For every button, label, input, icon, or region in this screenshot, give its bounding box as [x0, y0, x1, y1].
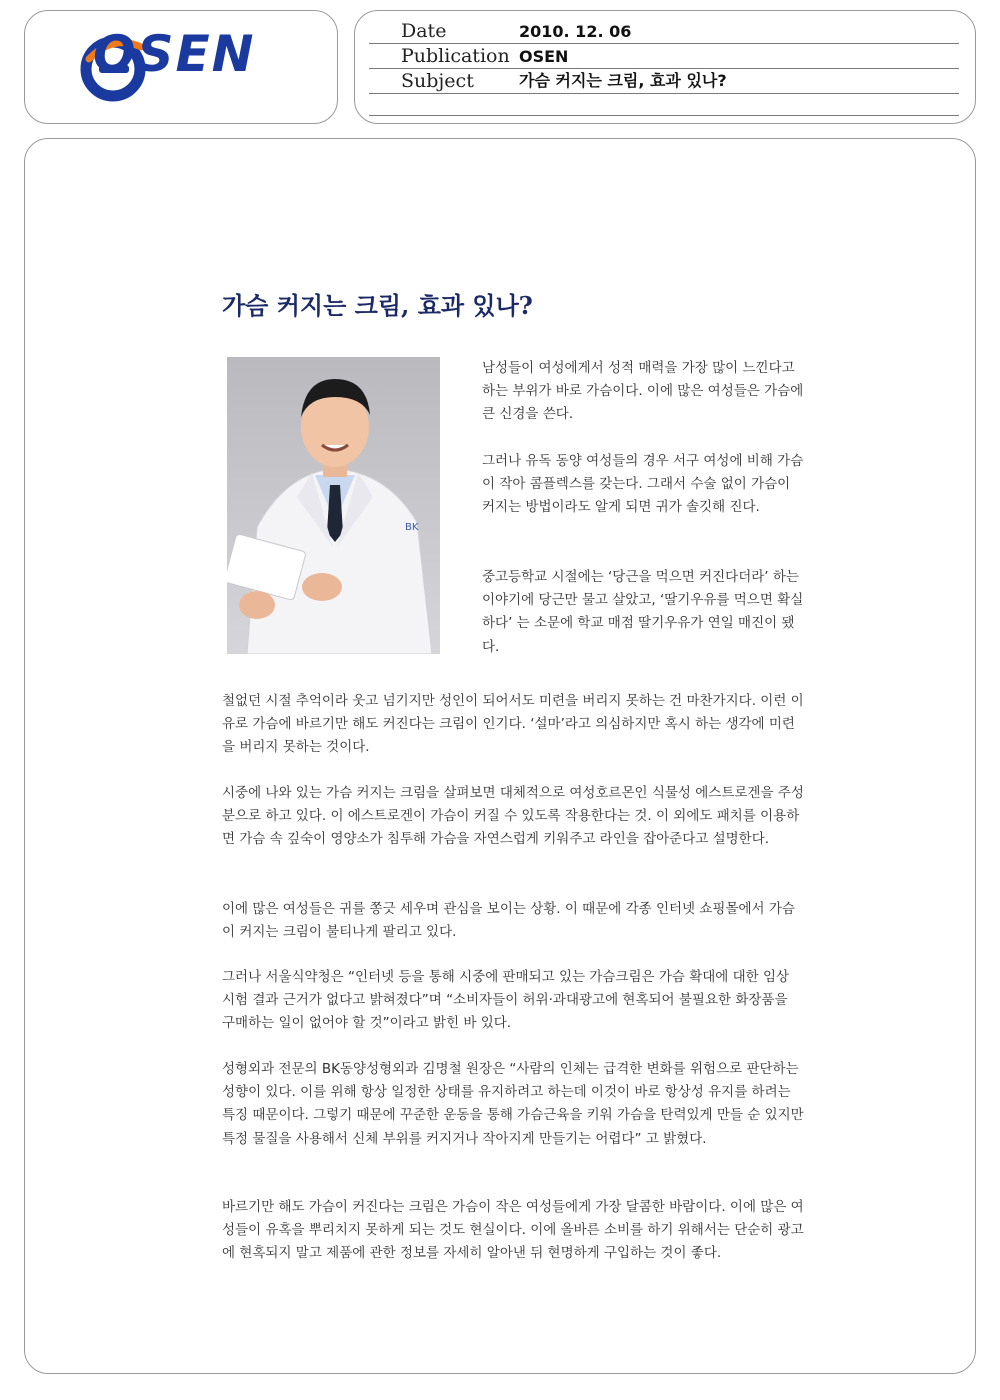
article-paragraph: 중고등학교 시절에는 ‘당근을 먹으면 커진다더라’ 하는 이야기에 당근만 물고 살았고, ‘딸기우유를 먹으면 확실하다’ 는 소문에 학교 매점 딸기우유가 연일 매진이 됐다.: [482, 569, 804, 655]
article-paragraph: 성형외과 전문의 BK동양성형외과 김명철 원장은 “사람의 인체는 급격한 변화를 위험으로 판단하는 성향이 있다. 이를 위해 항상 일정한 상태를 유지하려고 하는데 이것이 바로 항상성 유지를 하려는 특징 때문이다. 그렇기 때문에 꾸준한 운동을 통해 가슴근육을 키워 가슴을 탄력있게 만들 순 있지만 특정 물질을 사용해서 신체 부위를 커지거나 작아지게 만들기는 어렵다” 고 밝혔다.: [222, 1061, 804, 1147]
date-row: [369, 19, 959, 44]
logo-panel: [24, 10, 338, 124]
coat-badge: BK: [405, 522, 419, 533]
article-paragraph: 남성들이 여성에게서 성적 매력을 가장 많이 느낀다고 하는 부위가 바로 가슴이다. 이에 많은 여성들은 가슴에 큰 신경을 쓴다.: [482, 360, 804, 423]
date-label: Date: [401, 20, 447, 42]
article-paragraph: 바르기만 해도 가슴이 커진다는 크림은 가슴이 작은 여성들에게 가장 달콤한 바람이다. 이에 많은 여성들이 유혹을 뿌리치지 못하게 되는 것도 현실이다. 이에 올바른 소비를 하기 위해서는 단순히 광고에 현혹되지 말고 제품에 관한 정보를 자세히 알아낸 뒤 현명하게 구입하는 것이 좋다.: [222, 1199, 804, 1262]
article-paragraph: 이에 많은 여성들은 귀를 쫑긋 세우며 관심을 보이는 상황. 이 때문에 각종 인터넷 쇼핑몰에서 가슴이 커지는 크림이 불티나게 팔리고 있다.: [222, 901, 795, 941]
article-paragraph: 그러나 유독 동양 여성들의 경우 서구 여성에 비해 가슴이 작아 콤플렉스를 갖는다. 그래서 수술 없이 가슴이 커지는 방법이라도 알게 되면 귀가 솔깃해 진다.: [482, 453, 804, 516]
meta-divider: [369, 115, 959, 116]
subject-row: [369, 69, 959, 94]
article-paragraph: 시중에 나와 있는 가슴 커지는 크림을 살펴보면 대체적으로 여성호르몬인 식물성 에스트로겐을 주성분으로 하고 있다. 이 에스트로겐이 가슴이 커질 수 있도록 작용한다는 것. 이 외에도 패치를 이용하면 가슴 속 깊숙이 영양소가 침투해 가슴을 자연스럽게 키워주고 라인을 잡아준다고 설명한다.: [222, 785, 804, 848]
meta-panel: [354, 10, 976, 124]
article-headline: 가슴 커지는 크림, 효과 있나?: [222, 291, 533, 321]
article-paragraph: 철없던 시절 추억이라 웃고 넘기지만 성인이 되어서도 미련을 버리지 못하는 건 마찬가지다. 이런 이유로 가슴에 바르기만 해도 커진다는 크림이 인기다. ‘설마’라고 의심하지만 혹시 하는 생각에 미련을 버리지 못하는 것이다.: [222, 693, 804, 756]
subject-value: 가슴 커지는 크림, 효과 있나?: [519, 71, 727, 90]
logo-wordmark: OSEN: [93, 25, 256, 83]
publication-row: [369, 44, 959, 69]
article-paragraph: 그러나 서울식약청은 “인터넷 등을 통해 시중에 판매되고 있는 가슴크림은 가슴 확대에 대한 임상 시험 결과 근거가 없다고 밝혀졌다”며 “소비자들이 허위·과대광고에 현혹되어 불필요한 화장품을 구매하는 일이 없어야 할 것”이라고 밝힌 바 있다.: [222, 969, 790, 1032]
doctor-portrait-photo: [227, 357, 440, 654]
date-value: 2010. 12. 06: [519, 22, 632, 41]
subject-label: Subject: [401, 70, 474, 92]
publication-label: Publication: [401, 45, 510, 67]
publication-value: OSEN: [519, 47, 569, 66]
